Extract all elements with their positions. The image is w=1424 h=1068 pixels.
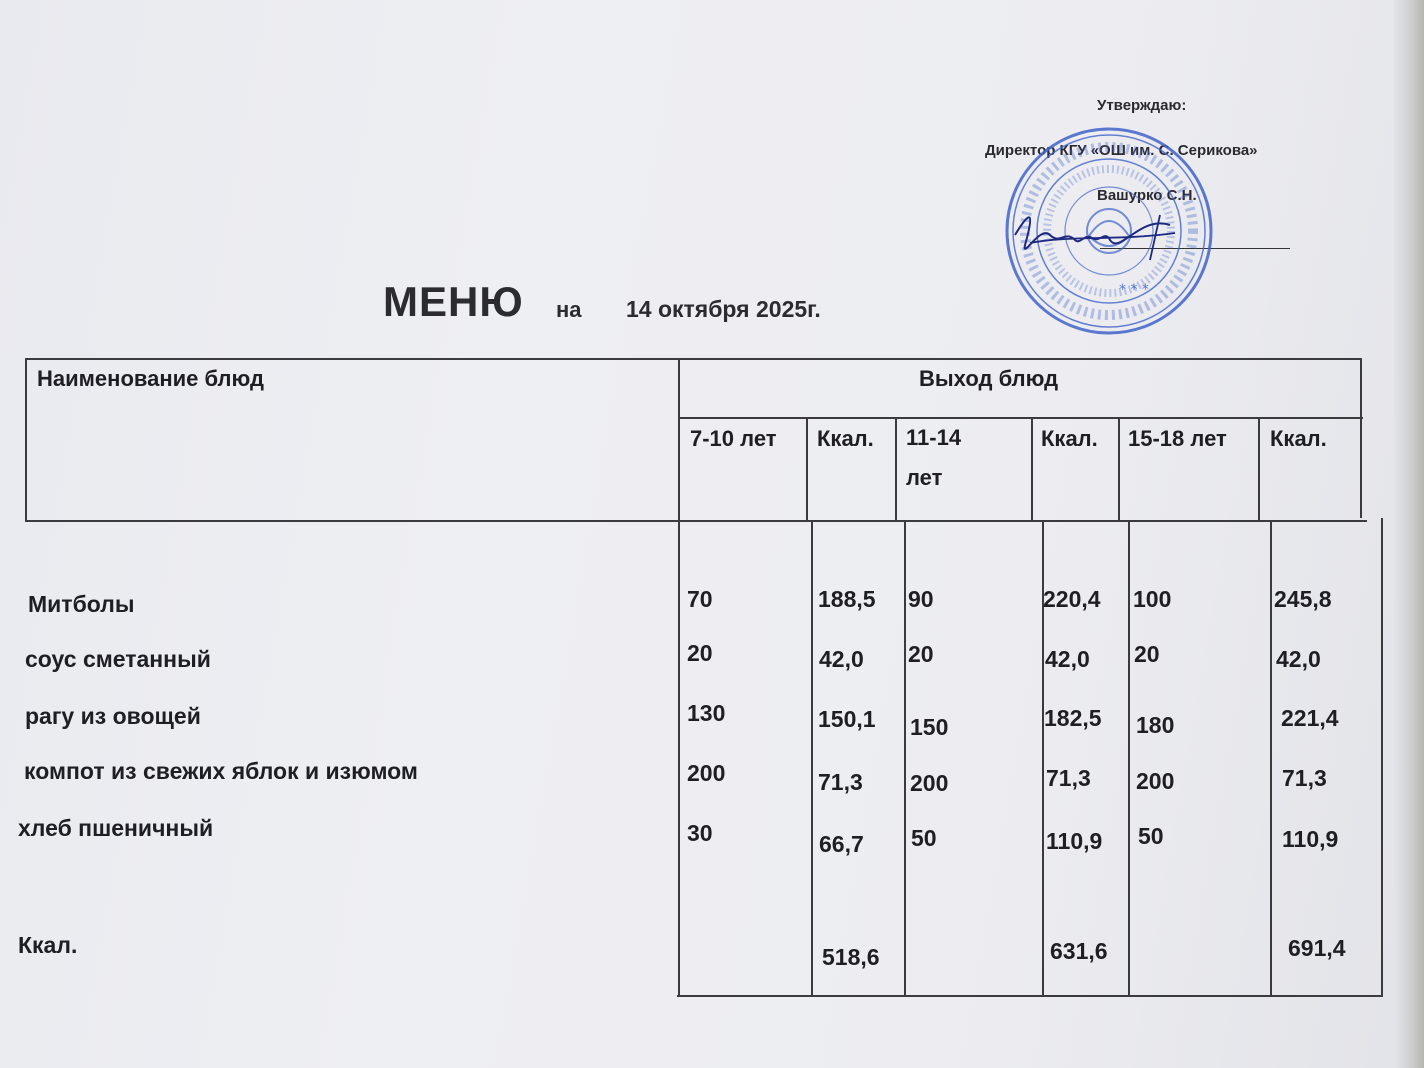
cell-kcal-11-14: 182,5 [1044,705,1102,731]
subheader-11-14: 11-14 лет [906,425,962,490]
cell-kcal-7-10: 42,0 [819,646,864,672]
header-output: Выход блюд [919,366,1059,391]
signature-icon [1010,205,1185,265]
dish-name: хлеб пшеничный [18,815,214,841]
table-border-right [1360,358,1362,518]
table-subheader-line [678,417,1363,419]
dish-name: рагу из овощей [25,703,201,729]
table-col-divider-1-lower [811,520,813,996]
total-kcal-11-14: 631,6 [1050,938,1108,964]
cell-portion-15-18: 100 [1133,586,1172,612]
table-col-divider-2-lower [904,520,906,996]
page-edge-shadow [1394,0,1424,1068]
cell-portion-11-14: 50 [911,825,937,851]
cell-portion-11-14: 200 [910,770,949,796]
cell-portion-15-18: 200 [1136,768,1175,794]
svg-text:* * *: * * * [1119,282,1149,298]
cell-kcal-11-14: 71,3 [1046,765,1091,791]
table-border-left [25,358,27,521]
table-col-divider-2 [895,418,897,521]
table-header-bottom [25,520,1367,522]
cell-kcal-11-14: 110,9 [1046,828,1103,854]
cell-kcal-7-10: 188,5 [818,586,876,612]
table-border-top [25,358,1361,360]
cell-kcal-15-18: 71,3 [1282,765,1327,791]
table-border-right-lower [1381,518,1383,996]
cell-portion-15-18: 20 [1134,641,1160,667]
approval-director: Директор КГУ «ОШ им. С. Серикова» [985,142,1258,159]
total-kcal-15-18: 691,4 [1288,935,1346,961]
table-col-divider-5-lower [1270,520,1272,996]
header-dish-name: Наименование блюд [37,366,264,391]
cell-kcal-11-14: 42,0 [1045,646,1090,672]
dish-name: Митболы [28,591,135,617]
cell-portion-11-14: 90 [908,586,934,612]
subheader-15-18: 15-18 лет [1128,426,1227,451]
table-col-divider-4-lower [1128,520,1130,996]
approval-title: Утверждаю: [1097,97,1187,114]
subheader-7-10: 7-10 лет [690,426,777,451]
approval-name: Вашурко С.Н. [1097,187,1197,204]
subheader-kcal-3: Ккал. [1270,426,1327,451]
cell-kcal-15-18: 42,0 [1276,646,1321,672]
cell-kcal-15-18: 110,9 [1282,826,1339,852]
cell-portion-15-18: 50 [1138,823,1164,849]
cell-portion-7-10: 30 [687,820,713,846]
dish-name: соус сметанный [25,646,211,672]
table-col-divider-3 [1031,418,1033,521]
cell-kcal-7-10: 71,3 [818,769,863,795]
cell-kcal-7-10: 150,1 [818,706,876,732]
subheader-kcal-1: Ккал. [817,426,874,451]
total-label: Ккал. [18,932,78,958]
cell-portion-7-10: 200 [687,760,726,786]
dish-name: компот из свежих яблок и изюмом [24,758,418,784]
cell-portion-7-10: 70 [687,586,713,612]
cell-portion-7-10: 20 [687,640,713,666]
table-border-bottom [677,995,1383,997]
table-col-divider-4 [1118,418,1120,521]
subheader-kcal-2: Ккал. [1041,426,1098,451]
table-col-divider-5 [1258,418,1260,521]
cell-portion-7-10: 130 [687,700,726,726]
menu-title: МЕНЮ [383,278,524,325]
menu-date: 14 октября 2025г. [626,296,821,322]
cell-portion-15-18: 180 [1136,712,1175,738]
table-col-divider-name [678,358,680,996]
cell-portion-11-14: 20 [908,641,934,667]
cell-kcal-15-18: 221,4 [1281,705,1339,731]
cell-portion-11-14: 150 [910,714,949,740]
total-kcal-7-10: 518,6 [822,944,880,970]
cell-kcal-7-10: 66,7 [819,831,864,857]
menu-title-na: на [556,297,582,322]
cell-kcal-11-14: 220,4 [1043,586,1101,612]
cell-kcal-15-18: 245,8 [1274,586,1332,612]
table-col-divider-1 [806,418,808,521]
